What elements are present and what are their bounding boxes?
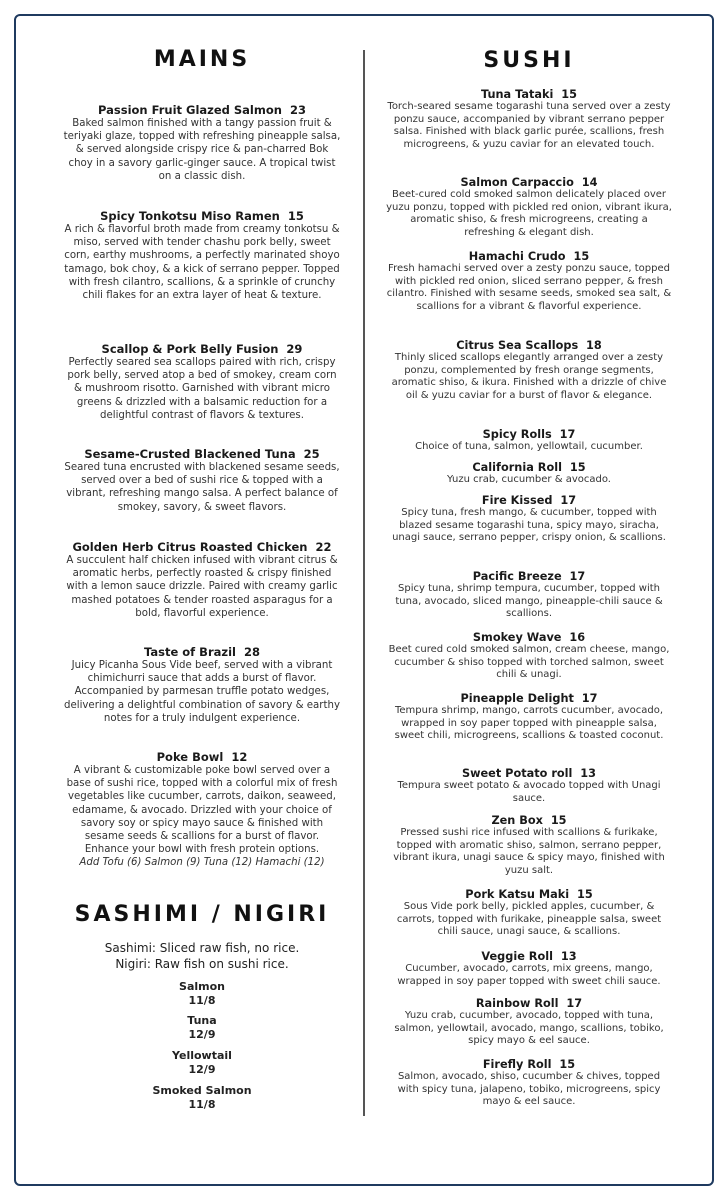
item-description: Tempura sweet potato & avocado topped with Unagi sauce. bbox=[397, 780, 661, 804]
menu-item bbox=[386, 461, 672, 487]
item-description: Pressed sushi rice infused with scallions & furikake, topped with aromatic shiso, salmon, serrano pepper, vibrant ikura, unagi sauce & spicy mayo, finished with yuzu salt. bbox=[393, 827, 665, 876]
item-price: 15 bbox=[576, 888, 593, 901]
item-description: Beet cured cold smoked salmon, cream cheese, mango, cucumber & shiso topped with torched salmon, sweet chili & unagi. bbox=[388, 644, 670, 681]
menu-item bbox=[386, 339, 672, 402]
item-name: Pork Katsu Maki bbox=[465, 888, 570, 901]
item-description: Spicy tuna, shrimp tempura, cucumber, topped with tuna, avocado, sliced mango, pineapple-chili sauce & scallions. bbox=[395, 583, 663, 620]
item-name: Rainbow Roll bbox=[475, 997, 559, 1010]
item-description: Sous Vide pork belly, pickled apples, cucumber, & carrots, topped with furikake, pineapple salsa, sweet chili sauce, unagi sauce, & scallions. bbox=[396, 901, 662, 938]
item-price: 17 bbox=[559, 428, 576, 441]
item-description: Juicy Picanha Sous Vide beef, served with a vibrant chimichurri sauce that adds a burst of flavor. Accompanied by parmesan truffle potato wedges, delivering a delightful combination of savory & earthy notes for a truly indulgent experience. bbox=[64, 660, 340, 724]
item-name: Hamachi Crudo bbox=[468, 250, 566, 263]
item-price: 23 bbox=[289, 103, 306, 117]
menu-item bbox=[386, 950, 672, 988]
item-name: Pacific Breeze bbox=[472, 570, 562, 583]
menu-item bbox=[62, 645, 342, 725]
item-price: 15 bbox=[573, 250, 590, 263]
mains-title: MAINS bbox=[153, 47, 251, 72]
item-price: 25 bbox=[303, 447, 320, 461]
item-price: 12 bbox=[231, 750, 248, 764]
item-description: Fresh hamachi served over a zesty ponzu sauce, topped with pickled red onion, sliced serrano pepper, & fresh cilantro. Finished with sesame seeds, smoked sea salt, & scallions for a vibrant & flavorful experience. bbox=[386, 263, 672, 312]
menu-item bbox=[386, 494, 672, 545]
item-description: Spicy tuna, fresh mango, & cucumber, topped with blazed sesame togarashi tuna, spicy mayo, siracha, unagi sauce, serrano pepper, crispy onion, & scallions. bbox=[392, 507, 666, 544]
item-price: 15 bbox=[559, 1058, 576, 1071]
item-price: 18 bbox=[586, 339, 602, 352]
menu-item bbox=[62, 103, 342, 183]
menu-item bbox=[62, 342, 342, 422]
item-name: Golden Herb Citrus Roasted Chicken bbox=[72, 540, 308, 554]
item-name: Citrus Sea Scallops bbox=[456, 339, 579, 352]
menu-item bbox=[386, 997, 672, 1048]
menu-item bbox=[386, 570, 672, 621]
sashimi-item bbox=[62, 1084, 342, 1112]
item-price: 15 bbox=[287, 209, 304, 223]
sashimi-item bbox=[62, 980, 342, 1008]
item-price: 17 bbox=[566, 997, 583, 1010]
item-name: Yellowtail bbox=[172, 1049, 232, 1062]
menu-item bbox=[386, 631, 672, 682]
menu-item bbox=[386, 1058, 672, 1109]
menu-item bbox=[386, 888, 672, 939]
item-name: Poke Bowl bbox=[156, 750, 224, 764]
menu-item bbox=[62, 209, 342, 302]
item-name: Fire Kissed bbox=[481, 494, 553, 507]
sashimi-item bbox=[62, 1014, 342, 1042]
item-description: Perfectly seared sea scallops paired with rich, crispy pork belly, served atop a bed of smokey, cream corn & mushroom risotto. Garnished with vibrant micro greens & drizzled with a balsamic reduction for a delightful contrast of flavors & textures. bbox=[67, 357, 337, 421]
item-price: 12/9 bbox=[188, 1028, 216, 1041]
item-price: 11/8 bbox=[188, 1098, 216, 1111]
sashimi-item bbox=[62, 1049, 342, 1077]
item-description: Baked salmon finished with a tangy passion fruit & teriyaki glaze, topped with refreshing pineapple salsa, & served alongside crispy rice & pan-charred Bok choy in a savory garlic-ginger sauce. A tropical twist on a classic dish. bbox=[63, 118, 341, 182]
item-name: Salmon bbox=[179, 980, 225, 993]
item-name: Smokey Wave bbox=[472, 631, 562, 644]
item-description: Choice of tuna, salmon, yellowtail, cucumber. bbox=[415, 441, 643, 452]
item-name: Smoked Salmon bbox=[152, 1084, 252, 1097]
item-name: Spicy Rolls bbox=[482, 428, 552, 441]
item-price: 22 bbox=[315, 540, 332, 554]
column-divider bbox=[363, 50, 365, 1116]
item-name: Sesame-Crusted Blackened Tuna bbox=[84, 447, 296, 461]
menu-item bbox=[386, 767, 672, 805]
item-price: 14 bbox=[581, 176, 598, 189]
item-price: 13 bbox=[560, 950, 577, 963]
item-name: Taste of Brazil bbox=[144, 645, 236, 659]
item-price: 15 bbox=[550, 814, 567, 827]
menu-item bbox=[386, 814, 672, 877]
item-description: Yuzu crab, cucumber, avocado, topped with tuna, salmon, yellowtail, avocado, mango, scallions, tobiko, spicy mayo & eel sauce. bbox=[394, 1010, 664, 1047]
item-price: 15 bbox=[561, 88, 577, 101]
item-description: Thinly sliced scallops elegantly arranged over a zesty ponzu, complemented by fresh orange segments, aromatic shiso, & ikura. Finished with a drizzle of chive oil & yuzu caviar for a burst of flavor & elegance. bbox=[391, 352, 667, 401]
item-name: Passion Fruit Glazed Salmon bbox=[98, 103, 282, 117]
item-price: 11/8 bbox=[188, 994, 216, 1007]
item-price: 28 bbox=[243, 645, 260, 659]
item-name: California Roll bbox=[472, 461, 562, 474]
item-description: Torch-seared sesame togarashi tuna served over a zesty ponzu sauce, accompanied by vibrant serrano pepper salsa. Finished with black garlic purée, scallions, fresh microgreens, & yuzu caviar for an elevated touch. bbox=[387, 101, 671, 150]
item-description: A rich & flavorful broth made from creamy tonkotsu & miso, served with tender chashu pork belly, sweet corn, earthy mushrooms, a perfectly marinated shoyo tamago, bok choy, & a kick of serrano pepper. Topped with fresh cilantro, scallions, & a sprinkle of crunchy chili flakes for an extra layer of heat & texture. bbox=[64, 224, 340, 302]
sushi-title: SUSHI bbox=[483, 48, 575, 73]
sashimi-definition: Sashimi: Sliced raw fish, no rice. bbox=[104, 941, 300, 955]
item-description: Yuzu crab, cucumber & avocado. bbox=[447, 474, 611, 485]
item-price: 15 bbox=[569, 461, 586, 474]
menu-item bbox=[62, 750, 342, 870]
menu-item bbox=[386, 428, 672, 454]
item-name: Tuna bbox=[187, 1014, 217, 1027]
item-name: Tuna Tataki bbox=[481, 88, 554, 101]
item-name: Sweet Potato roll bbox=[461, 767, 573, 780]
nigiri-definition: Nigiri: Raw fish on sushi rice. bbox=[115, 957, 289, 971]
item-price: 12/9 bbox=[188, 1063, 216, 1076]
item-price: 17 bbox=[560, 494, 577, 507]
item-name: Spicy Tonkotsu Miso Ramen bbox=[100, 209, 280, 223]
item-addons: Add Tofu (6) Salmon (9) Tuna (12) Hamachi (12) bbox=[79, 857, 325, 869]
item-price: 13 bbox=[580, 767, 597, 780]
item-name: Firefly Roll bbox=[482, 1058, 552, 1071]
menu-item bbox=[386, 88, 672, 151]
sashimi-title: SASHIMI / NIGIRI bbox=[74, 902, 330, 927]
item-name: Salmon Carpaccio bbox=[460, 176, 574, 189]
item-description: A vibrant & customizable poke bowl served over a base of sushi rice, topped with a colorful mix of fresh vegetables like cucumber, carrots, daikon, seaweed, edamame, & avocado. Drizzled with your choice of savory soy or spicy mayo sauce & finished with sesame seeds & scallions for a burst of flavor. Enhance your bowl with fresh protein options. bbox=[66, 765, 338, 856]
item-description: Cucumber, avocado, carrots, mix greens, mango, wrapped in soy paper topped with sweet chili sauce. bbox=[397, 963, 661, 987]
item-name: Pineapple Delight bbox=[460, 692, 574, 705]
menu-item bbox=[62, 540, 342, 620]
item-price: 29 bbox=[286, 342, 303, 356]
item-description: Beet-cured cold smoked salmon delicately placed over yuzu ponzu, topped with pickled red onion, vibrant ikura, aromatic shiso, & fresh microgreens, creating a refreshing & elegant dish. bbox=[386, 189, 672, 238]
item-price: 17 bbox=[569, 570, 586, 583]
item-name: Veggie Roll bbox=[481, 950, 554, 963]
sashimi-intro bbox=[62, 940, 342, 972]
item-description: A succulent half chicken infused with vibrant citrus & aromatic herbs, perfectly roasted & crispy finished with a lemon sauce drizzle. Paired with creamy garlic mashed potatoes & tender roasted asparagus for a bold, flavorful experience. bbox=[66, 555, 338, 619]
item-description: Salmon, avocado, shiso, cucumber & chives, topped with spicy tuna, jalapeno, tobiko, microgreens, spicy mayo & eel sauce. bbox=[397, 1071, 661, 1108]
item-name: Scallop & Pork Belly Fusion bbox=[101, 342, 279, 356]
menu-item bbox=[386, 176, 672, 239]
menu-item bbox=[386, 692, 672, 743]
item-name: Zen Box bbox=[491, 814, 543, 827]
item-price: 16 bbox=[569, 631, 586, 644]
item-price: 17 bbox=[581, 692, 598, 705]
item-description: Tempura shrimp, mango, carrots cucumber, avocado, wrapped in soy paper topped with pineapple salsa, sweet chili, microgreens, scallions & toasted coconut. bbox=[394, 705, 664, 742]
item-description: Seared tuna encrusted with blackened sesame seeds, served over a bed of sushi rice & topped with a vibrant, refreshing mango salsa. A perfect balance of smokey, savory, & sweet flavors. bbox=[64, 462, 340, 513]
menu-item bbox=[386, 250, 672, 313]
menu-item bbox=[62, 447, 342, 514]
